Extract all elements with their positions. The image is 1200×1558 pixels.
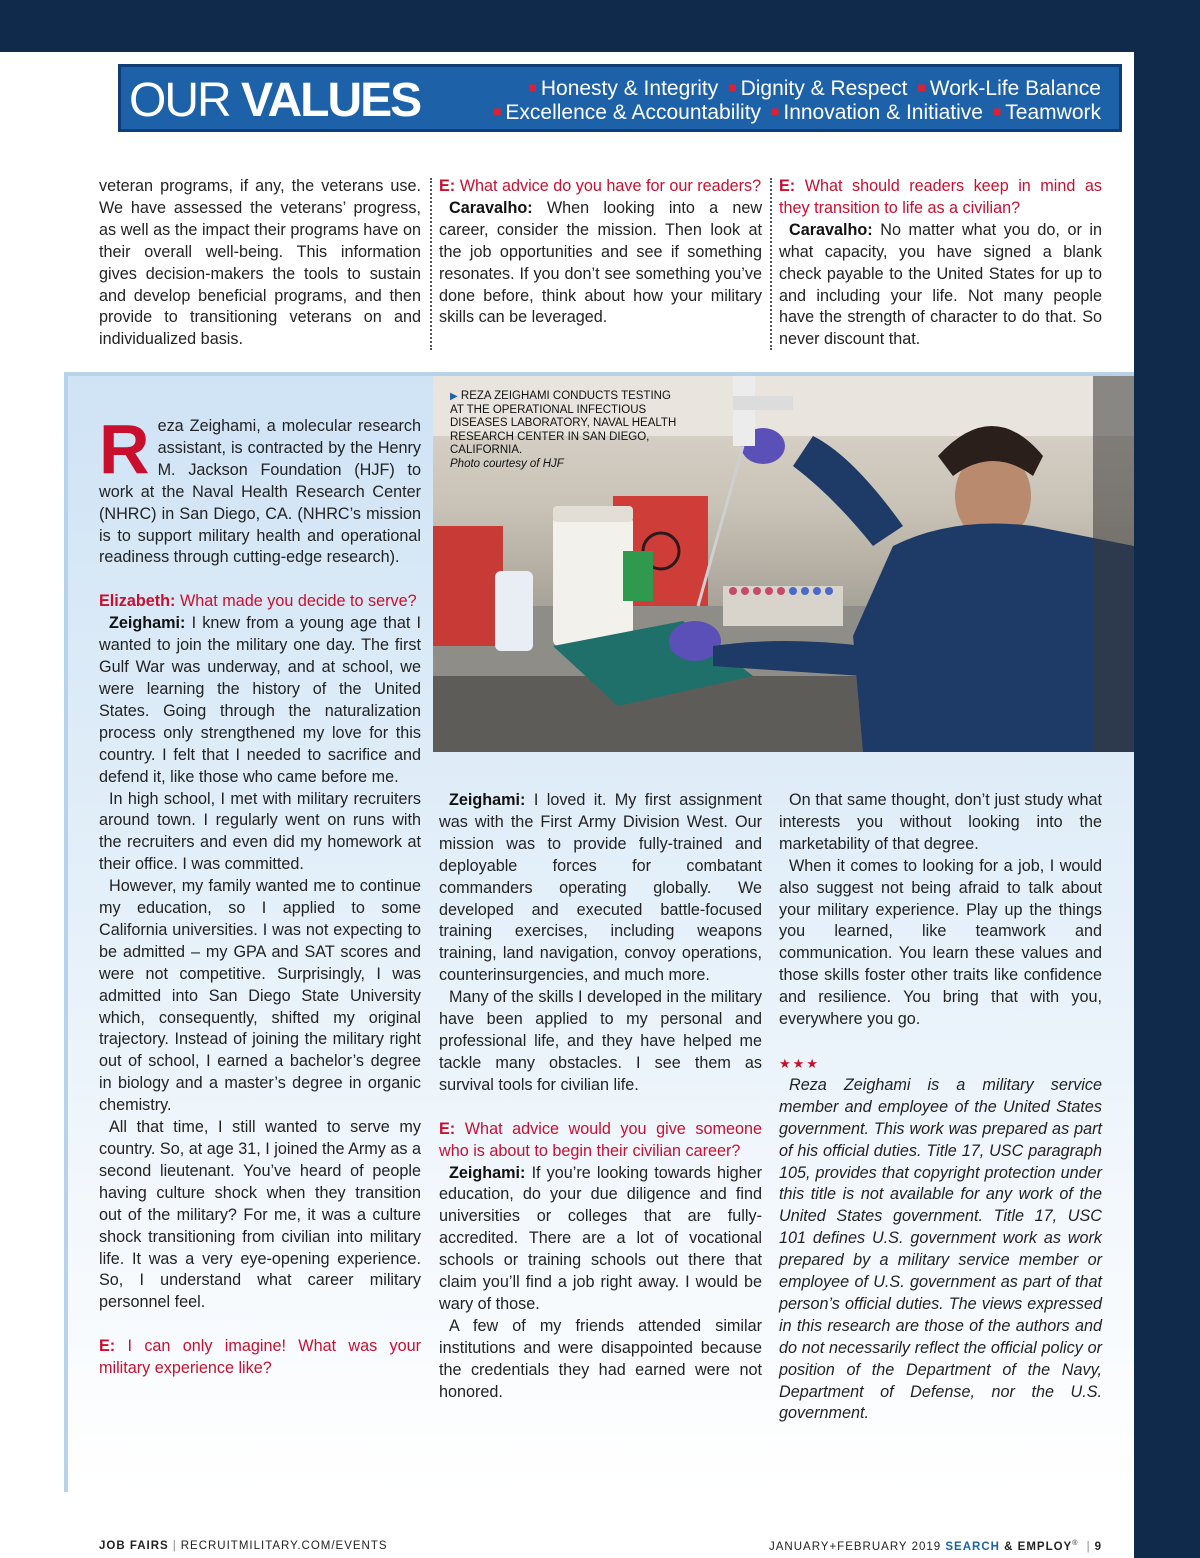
question — [99, 1336, 421, 1380]
body-paragraph: A few of my friends attended similar institutions and were disappointed because the credentials they had earned were not honored. — [439, 1316, 762, 1401]
disclaimer-paragraph: Reza Zeighami is a military service member and employee of the United States government. This work was prepared as part of his official duties. Title 17, USC paragraph 105, provides that copyright protection under this title is not available for any work of the United States government. Title 17, USC 101 defines U.S. government work as work prepared by a military service member or employee of U.S. government as part of that person’s official duties. The views expressed in this research are those of the authors and do not necessarily reflect the official policy or position of the Department of the Navy, Department of Defense, nor the U.S. government. — [779, 1075, 1102, 1423]
bullet-icon: ■ — [917, 79, 926, 95]
speaker-label: Caravalho: — [449, 198, 533, 217]
answer-text: When looking into a new career, consider the mission. Then look at the job opportunities and see if something resonates. If you don’t see something you’ve done before, think about how your military skills can be leveraged. — [439, 198, 763, 327]
body-paragraph: On that same thought, don’t just study what interests you without looking into the marketability of that degree. — [779, 791, 1102, 853]
values-line-1 — [524, 77, 1101, 101]
value-item: Excellence & Accountability — [505, 101, 762, 124]
speaker-label: Caravalho: — [789, 220, 873, 239]
value-item: Work-Life Balance — [929, 77, 1101, 100]
body-paragraph: veteran programs, if any, the veterans use. We have assessed the veterans’ progress, as well as the impact their programs have on their overall well-being. This information gives decision-makers the tools to sustain and develop beneficial programs, and then provide to transitioning veterans on and individualized basis. — [99, 177, 421, 349]
values-banner — [118, 64, 1122, 132]
magazine-page — [0, 52, 1134, 1558]
column-divider — [430, 178, 432, 350]
value-item: Innovation & Initiative — [783, 101, 983, 124]
bullet-icon: ■ — [528, 79, 537, 95]
question — [439, 1119, 762, 1163]
body-paragraph: In high school, I met with military recruiters around town. I regularly went on runs with the recruiters and even did my homework at their office. I was committed. — [99, 789, 421, 874]
answer — [439, 790, 762, 987]
issue-date: JANUARY+FEBRUARY 2019 — [769, 1540, 942, 1553]
top-column-3 — [779, 176, 1102, 351]
answer-text: I knew from a young age that I wanted to join the military one day. The first Gulf War was underway, and at school, we were learning the history of the United States. Going through the naturalization process only strengthened my love for this country. I felt that I needed to sacrifice and defend it, like those who came before me. — [99, 614, 422, 786]
footer-right — [769, 1540, 1102, 1553]
answer — [439, 1163, 762, 1316]
banner-our: OUR — [129, 74, 230, 127]
body-paragraph: When it comes to looking for a job, I would also suggest not being afraid to talk about your military experience. Play up the things you learned, like teamwork and communication. You learn these values and those skills foster other traits like confidence and resilience. You bring that with you, everywhere you go. — [779, 856, 1102, 1029]
values-line-2 — [489, 101, 1101, 125]
body-paragraph: Many of the skills I developed in the military have been applied to my personal and professional life, and they have helped me tackle many obstacles. I see them as survival tools for civilian life. — [439, 988, 762, 1094]
intro-paragraph — [99, 410, 421, 569]
question-label: Elizabeth: — [99, 592, 176, 611]
value-item: Honesty & Integrity — [540, 77, 719, 100]
bullet-icon: ■ — [770, 103, 780, 119]
footer-url[interactable]: RECRUITMILITARY.COM/EVENTS — [180, 1540, 388, 1552]
answer-text: No matter what you do, or in what capacity, you have signed a blank check payable to the United States for up to and including your life. Not many people have the strength of character to do that. So never discount that. — [779, 220, 1103, 349]
brand-amp: & — [1004, 1540, 1014, 1553]
value-item: Dignity & Respect — [740, 77, 908, 100]
bullet-icon: ■ — [728, 79, 737, 95]
feature-column-1 — [99, 410, 422, 1380]
top-column-2 — [439, 176, 762, 329]
question-text: I can only imagine! What was your military experience like? — [99, 1337, 421, 1378]
speaker-label: Zeighami: — [449, 1163, 526, 1182]
question-label: E: — [779, 177, 796, 195]
caption-text: REZA ZEIGHAMI CONDUCTS TESTING AT THE OPERATIONAL INFECTIOUS DISEASES LABORATORY, NAVAL HEALTH RESEARCH CENTER IN SAN DIEGO, CALIFORNIA. — [450, 390, 677, 457]
top-column-1 — [99, 176, 421, 351]
question-text: What advice would you give someone who is about to begin their civilian career? — [439, 1119, 762, 1160]
brand-search: SEARCH — [945, 1540, 1000, 1553]
footer-separator: | — [172, 1540, 177, 1552]
value-item: Teamwork — [1005, 101, 1101, 124]
drop-cap: R — [99, 410, 150, 488]
question — [99, 591, 421, 613]
answer — [439, 198, 762, 329]
brand-employ: EMPLOY — [1017, 1540, 1073, 1553]
answer — [99, 613, 421, 788]
speaker-label: Zeighami: — [109, 614, 186, 633]
banner-values: VALUES — [241, 74, 421, 127]
question-text: What should readers keep in mind as they transition to life as a civilian? — [779, 177, 1102, 217]
page-number: 9 — [1094, 1540, 1102, 1553]
body-paragraph: All that time, I still wanted to serve my country. So, at age 31, I joined the Army as a second lieutenant. You’ve heard of people having culture shock when they transition out of the military? For me, it was a culture shock transitioning from civilian into military life. It was a very eye-opening experience. So, I understand what career military personnel feel. — [99, 1118, 421, 1312]
question — [439, 176, 762, 198]
photo-credit: Photo courtesy of HJF — [450, 457, 564, 470]
question-text: What advice do you have for our readers? — [459, 177, 762, 195]
banner-title — [129, 73, 420, 128]
body-paragraph: However, my family wanted me to continue my education, so I applied to some California universities. I was not expecting to be admitted – my GPA and SAT scores and were not competitive. Surprisingly, I was admitted into San Diego State University which, consequently, shifted my original trajectory. Instead of joining the military right out of school, I earned a bachelor’s degree in biology and a master’s degree in organic chemistry. — [99, 877, 421, 1115]
question — [779, 176, 1102, 220]
registered-mark: ® — [1072, 1540, 1079, 1547]
answer-text: If you’re looking towards higher education, do your due diligence and find universities or colleges that are fully-accredited. There are a lot of vocational schools or training schools out there that claim you’ll find a job right away. I would be wary of those. — [439, 1163, 762, 1313]
photo-caption — [450, 390, 680, 472]
question-label: E: — [439, 177, 456, 195]
answer — [779, 220, 1102, 351]
question-text: What made you decide to serve? — [179, 592, 417, 611]
intro-text: eza Zeighami, a molecular research assistant, is contracted by the Henry M. Jackson Foundation (HJF) to work at the Naval Health Research Center (NHRC) in San Diego, CA. (NHRC’s mission is to support military health and operational readiness through cutting-edge research). — [99, 417, 421, 567]
question-label: E: — [99, 1337, 116, 1356]
stars-divider: ★★★ — [779, 1055, 820, 1071]
question-label: E: — [439, 1119, 456, 1138]
speaker-label: Zeighami: — [449, 791, 526, 809]
feature-column-2 — [439, 790, 762, 1403]
footer-left — [99, 1540, 388, 1552]
column-divider — [770, 178, 772, 350]
bullet-icon: ■ — [992, 103, 1002, 119]
footer-separator: | — [1086, 1540, 1091, 1553]
caption-arrow-icon: ▶ — [450, 391, 458, 402]
feature-column-3 — [779, 790, 1102, 1425]
bullet-icon: ■ — [492, 103, 502, 119]
answer-text: I loved it. My first assignment was with the First Army Division West. Our mission was to provide fully-trained and deployable forces for combatant commanders operating globally. We developed and executed battle-focused training exercises, including weapons training, land navigation, convoy operations, counterinsurgencies, and much more. — [439, 791, 762, 985]
footer-section: JOB FAIRS — [99, 1540, 169, 1552]
